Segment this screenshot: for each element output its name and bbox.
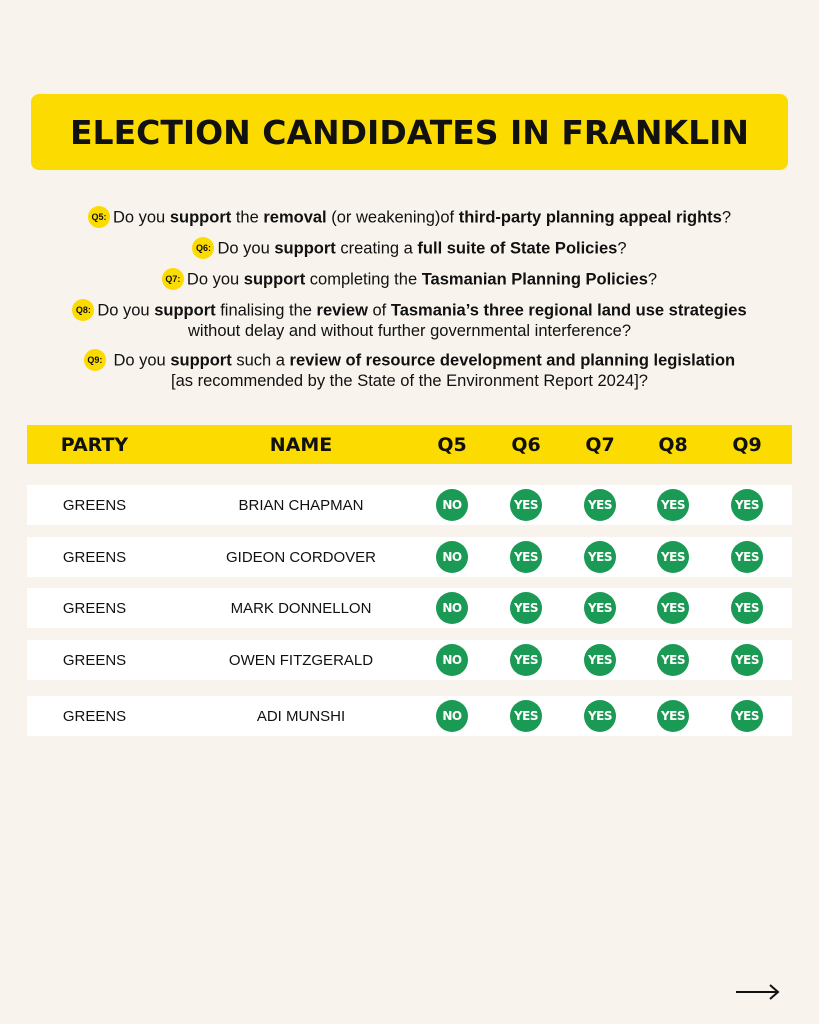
page-title: ELECTION CANDIDATES IN FRANKLIN bbox=[70, 112, 749, 152]
q5-text: the bbox=[231, 208, 264, 227]
party-cell: GREENS bbox=[62, 651, 127, 669]
q6-bold: full suite of State Policies bbox=[417, 239, 618, 258]
answer-cell bbox=[572, 696, 628, 736]
answer-badge: YES bbox=[510, 700, 542, 732]
name-cell: BRIAN CHAPMAN bbox=[238, 496, 364, 514]
name-cell: ADI MUNSHI bbox=[256, 707, 346, 725]
answer-cell bbox=[498, 537, 554, 577]
answer-badge: YES bbox=[584, 592, 616, 624]
answer-cell bbox=[498, 485, 554, 525]
party-cell: GREENS bbox=[62, 599, 127, 617]
name-cell: OWEN FITZGERALD bbox=[228, 651, 374, 669]
answer-badge: YES bbox=[657, 489, 689, 521]
answer-cell bbox=[572, 588, 628, 628]
header-name: NAME bbox=[269, 433, 333, 456]
name-cell: MARK DONNELLON bbox=[230, 599, 372, 617]
answer-cell bbox=[424, 640, 480, 680]
answer-cell bbox=[719, 588, 775, 628]
title-banner bbox=[31, 94, 788, 170]
answer-cell bbox=[645, 537, 701, 577]
question-q6 bbox=[0, 238, 819, 260]
question-badge-q5: Q5: bbox=[88, 206, 110, 228]
questions-list bbox=[0, 207, 819, 391]
q9-text: Do you bbox=[113, 351, 171, 370]
party-cell: GREENS bbox=[62, 496, 127, 514]
answer-cell bbox=[424, 537, 480, 577]
q5-text: Do you bbox=[112, 208, 170, 227]
q5-text: ? bbox=[721, 208, 732, 227]
answer-badge: YES bbox=[510, 489, 542, 521]
answer-badge: YES bbox=[657, 644, 689, 676]
answer-cell bbox=[719, 485, 775, 525]
answer-cell bbox=[498, 696, 554, 736]
answer-badge: YES bbox=[657, 592, 689, 624]
answer-badge: YES bbox=[584, 489, 616, 521]
party-cell: GREENS bbox=[62, 548, 127, 566]
question-q9 bbox=[0, 350, 819, 391]
answer-badge: YES bbox=[510, 644, 542, 676]
answer-badge: YES bbox=[584, 700, 616, 732]
table-row bbox=[27, 485, 792, 525]
q7-text: ? bbox=[647, 270, 658, 289]
q7-text: completing the bbox=[305, 270, 422, 289]
q8-bold: support bbox=[154, 301, 216, 320]
question-q5 bbox=[0, 207, 819, 229]
table-row bbox=[27, 537, 792, 577]
table-row bbox=[27, 696, 792, 736]
answer-badge: YES bbox=[510, 592, 542, 624]
answer-cell bbox=[498, 588, 554, 628]
q6-text: Do you bbox=[217, 239, 275, 258]
q7-bold: support bbox=[243, 270, 306, 289]
q8-line2: without delay and without further governmental interference? bbox=[187, 322, 631, 340]
answer-badge: YES bbox=[731, 592, 763, 624]
q5-bold: third-party planning appeal rights bbox=[458, 208, 722, 227]
answer-cell bbox=[719, 640, 775, 680]
q8-text: finalising the bbox=[215, 301, 317, 320]
answer-cell bbox=[424, 696, 480, 736]
answer-cell bbox=[645, 640, 701, 680]
answer-cell bbox=[572, 537, 628, 577]
q5-bold: removal bbox=[263, 208, 327, 227]
answer-cell bbox=[572, 640, 628, 680]
name-cell: GIDEON CORDOVER bbox=[225, 548, 376, 566]
party-cell: GREENS bbox=[62, 707, 127, 725]
answer-badge: NO bbox=[436, 489, 468, 521]
answer-badge: NO bbox=[436, 541, 468, 573]
question-badge-q9: Q9: bbox=[84, 349, 106, 371]
q5-bold: support bbox=[169, 208, 232, 227]
answer-badge: YES bbox=[657, 700, 689, 732]
header-party: PARTY bbox=[60, 433, 129, 456]
answer-badge: NO bbox=[436, 592, 468, 624]
answer-cell bbox=[498, 640, 554, 680]
answer-cell bbox=[572, 485, 628, 525]
answer-cell bbox=[719, 696, 775, 736]
answer-badge: YES bbox=[731, 644, 763, 676]
q6-text: creating a bbox=[335, 239, 418, 258]
answer-cell bbox=[645, 588, 701, 628]
answer-badge: YES bbox=[731, 700, 763, 732]
header-q7: Q7 bbox=[585, 433, 615, 456]
q7-text: Do you bbox=[186, 270, 244, 289]
q9-line2: [as recommended by the State of the Environment Report 2024]? bbox=[171, 372, 648, 390]
q8-text: of bbox=[367, 301, 391, 320]
question-badge-q6: Q6: bbox=[192, 237, 214, 259]
q6-bold: support bbox=[274, 239, 336, 258]
answer-cell bbox=[645, 485, 701, 525]
answer-badge: YES bbox=[731, 489, 763, 521]
header-q9: Q9 bbox=[732, 433, 762, 456]
answer-cell bbox=[645, 696, 701, 736]
table-header bbox=[27, 425, 792, 464]
header-q8: Q8 bbox=[658, 433, 688, 456]
answer-badge: YES bbox=[731, 541, 763, 573]
answer-badge: YES bbox=[584, 541, 616, 573]
question-q7 bbox=[0, 269, 819, 291]
table-row bbox=[27, 640, 792, 680]
q9-bold: support bbox=[170, 351, 232, 370]
table-row bbox=[27, 588, 792, 628]
header-q5: Q5 bbox=[437, 433, 467, 456]
question-badge-q7: Q7: bbox=[162, 268, 184, 290]
q8-bold: review bbox=[316, 301, 368, 320]
question-q8 bbox=[0, 300, 819, 341]
answer-cell bbox=[424, 588, 480, 628]
q9-bold: review of resource development and planning legislation bbox=[289, 351, 736, 370]
answer-badge: YES bbox=[510, 541, 542, 573]
q5-text: (or weakening)of bbox=[326, 208, 459, 227]
answer-badge: NO bbox=[436, 700, 468, 732]
q6-text: ? bbox=[617, 239, 627, 258]
answer-badge: YES bbox=[584, 644, 616, 676]
answer-cell bbox=[719, 537, 775, 577]
q7-bold: Tasmanian Planning Policies bbox=[421, 270, 648, 289]
q9-text: such a bbox=[231, 351, 290, 370]
header-q6: Q6 bbox=[511, 433, 541, 456]
answer-cell bbox=[424, 485, 480, 525]
q8-text: Do you bbox=[97, 301, 155, 320]
arrow-right-icon[interactable] bbox=[735, 982, 781, 1002]
answer-badge: NO bbox=[436, 644, 468, 676]
answer-badge: YES bbox=[657, 541, 689, 573]
q8-bold: Tasmania’s three regional land use strategies bbox=[390, 301, 747, 320]
question-badge-q8: Q8: bbox=[72, 299, 94, 321]
